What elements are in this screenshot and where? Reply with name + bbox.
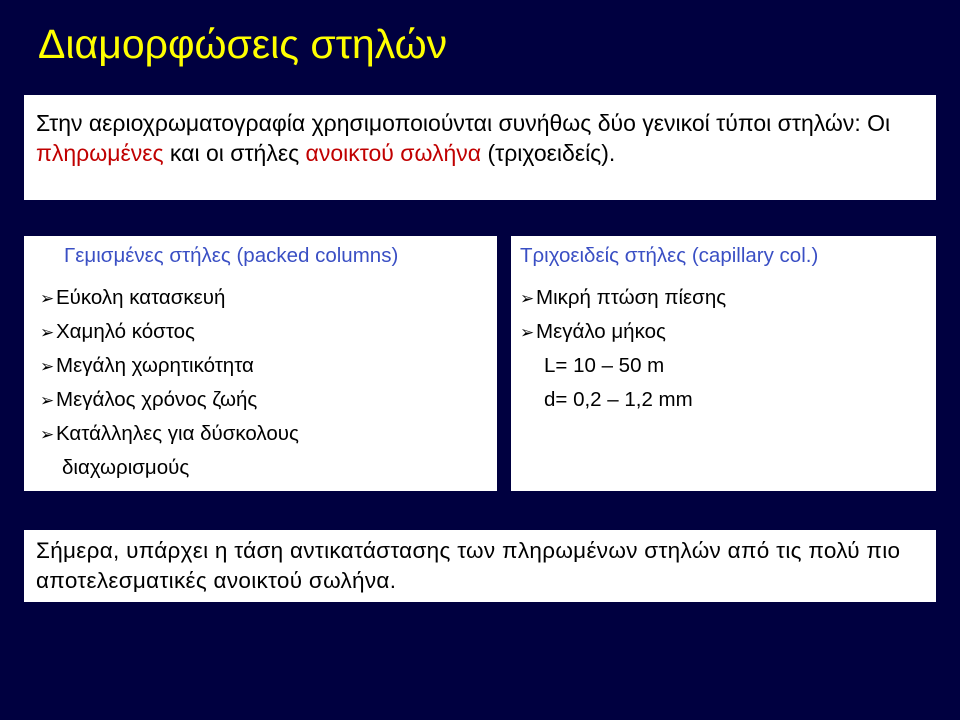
list-item: [40, 354, 299, 388]
intro-panel: [24, 95, 936, 200]
intro-text-middle: και οι στήλες: [163, 140, 306, 166]
arrow-bullet-icon: ➢: [40, 289, 55, 308]
length-spec: L= 10 – 50 m: [544, 354, 665, 377]
list-item-text: Μεγάλη χωρητικότητα: [56, 354, 254, 377]
list-item-continuation: διαχωρισμούς: [62, 456, 190, 479]
intro-text-before: Στην αεριοχρωματογραφία χρησιμοποιούνται συνήθως δύο γενικοί τύποι στηλών: Οι: [36, 110, 891, 136]
list-item: [520, 286, 726, 320]
capillary-columns-heading: Τριχοειδείς στήλες (capillary col.): [520, 244, 819, 267]
arrow-bullet-icon: ➢: [40, 323, 55, 342]
packed-columns-list: [40, 286, 299, 490]
list-item-text: Κατάλληλες για δύσκολους: [56, 422, 299, 445]
list-item: [40, 286, 299, 320]
list-item: [520, 320, 726, 354]
diameter-spec: d= 0,2 – 1,2 mm: [544, 388, 693, 411]
intro-text-after: (τριχοειδείς).: [481, 140, 616, 166]
list-item-text: Εύκολη κατασκευή: [56, 286, 226, 309]
list-item-text: Χαμηλό κόστος: [56, 320, 195, 343]
list-item-text: Μεγάλος χρόνος ζωής: [56, 388, 258, 411]
arrow-bullet-icon: ➢: [40, 391, 55, 410]
arrow-bullet-icon: ➢: [40, 425, 55, 444]
arrow-bullet-icon: ➢: [40, 357, 55, 376]
list-item: [40, 320, 299, 354]
list-item: [40, 388, 299, 422]
packed-columns-panel: [24, 236, 497, 491]
intro-highlight-packed: πληρωμένες: [36, 140, 164, 166]
capillary-columns-panel: [511, 236, 936, 491]
list-item-text: Μικρή πτώση πίεσης: [536, 286, 727, 309]
slide-title: Διαμορφώσεις στηλών: [38, 21, 448, 67]
intro-highlight-open-tubular: ανοικτού σωλήνα: [305, 140, 482, 166]
arrow-bullet-icon: ➢: [520, 323, 535, 342]
packed-columns-heading: Γεμισμένες στήλες (packed columns): [64, 244, 399, 267]
conclusion-panel: Σήμερα, υπάρχει η τάση αντικατάστασης των πληρωμένων στηλών από τις πολύ πιο αποτελεσματικές ανοικτού σωλήνα.: [24, 530, 936, 602]
arrow-bullet-icon: ➢: [520, 289, 535, 308]
list-item-text: Μεγάλο μήκος: [536, 320, 666, 343]
list-item: [40, 422, 299, 456]
capillary-columns-list: [520, 286, 726, 422]
